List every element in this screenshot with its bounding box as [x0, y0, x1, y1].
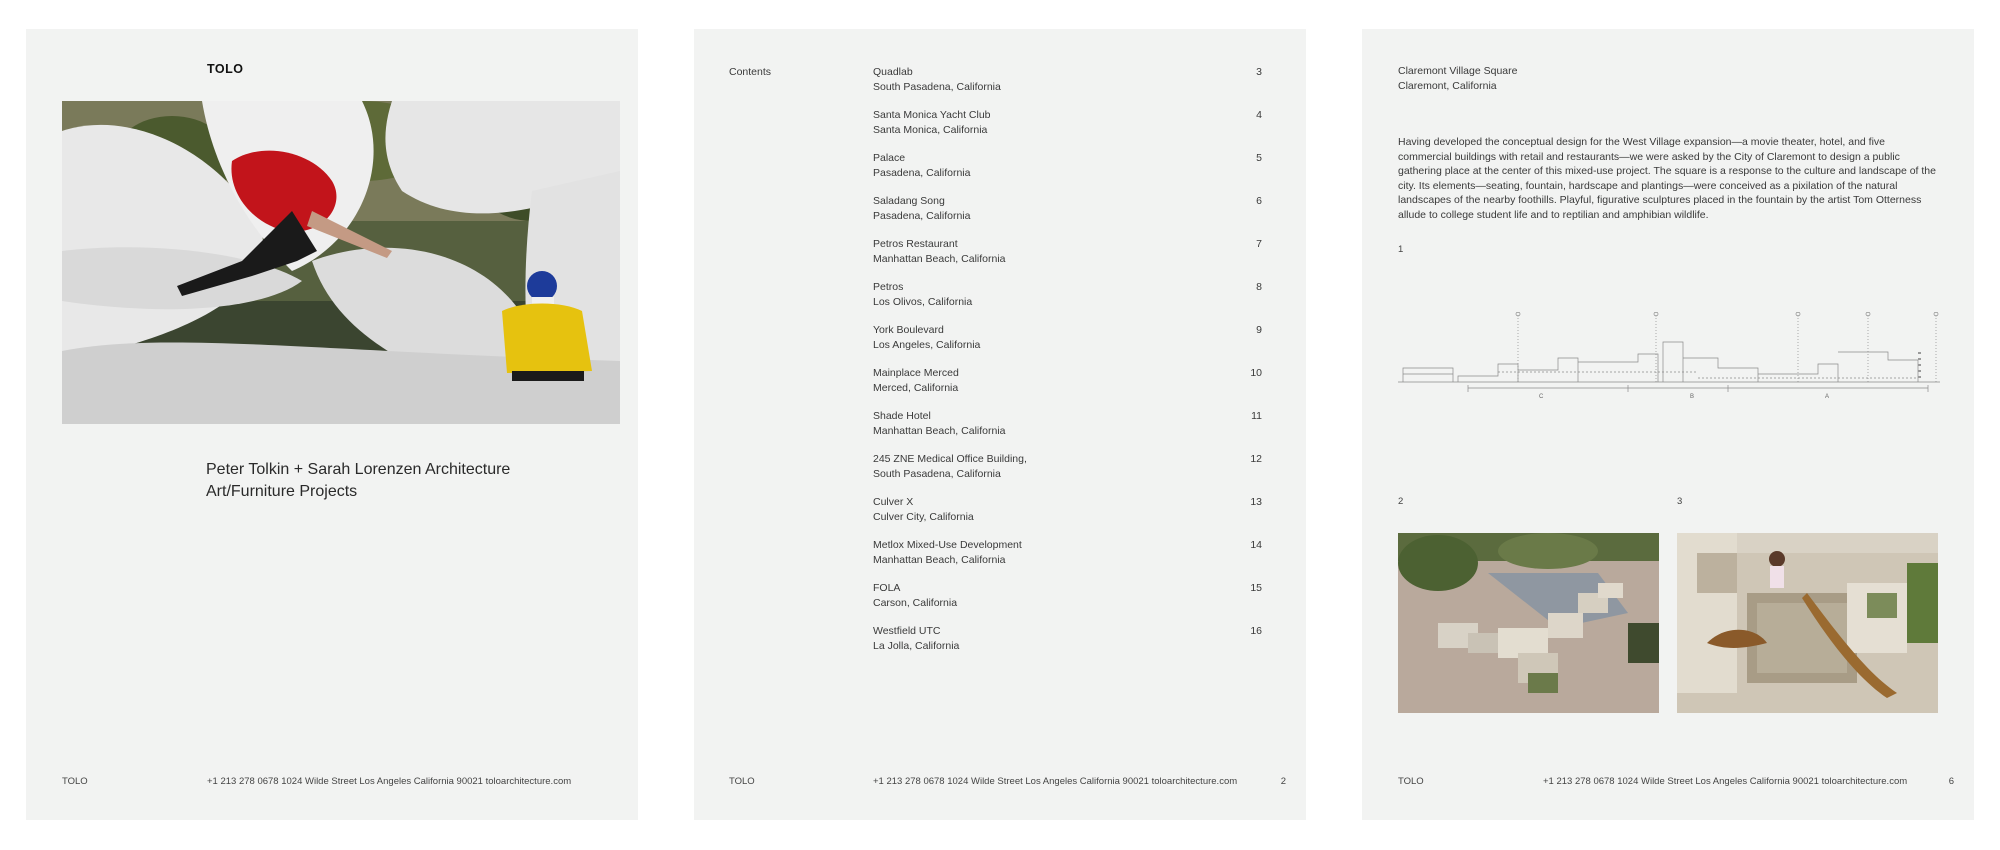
footer-page-number: 2 [1280, 776, 1286, 787]
footer-contact: +1 213 278 0678 1024 Wilde Street Los Angeles California 90021 toloarchitecture.com [873, 776, 1238, 787]
table-of-contents [873, 65, 1262, 667]
footer-page-number: 6 [1948, 776, 1954, 787]
toc-item-title: Petros Restaurant [873, 238, 958, 250]
footer-brand: TOLO [1398, 776, 1424, 787]
toc-item-location: Pasadena, California [873, 166, 971, 179]
toc-item-page: 10 [1250, 367, 1262, 379]
footer-brand: TOLO [62, 776, 88, 787]
toc-item-title: Culver X [873, 496, 914, 508]
toc-item-location: Santa Monica, California [873, 123, 988, 136]
project-title: Claremont Village Square [1398, 65, 1518, 77]
toc-item[interactable] [873, 495, 1262, 538]
toc-item-page: 4 [1256, 109, 1262, 121]
page-cover [26, 29, 638, 820]
page-project [1362, 29, 1974, 820]
toc-item-page: 15 [1250, 582, 1262, 594]
toc-item-title: FOLA [873, 582, 901, 594]
toc-item-location: Manhattan Beach, California [873, 424, 1006, 437]
toc-item[interactable] [873, 65, 1262, 108]
toc-item-page: 11 [1251, 410, 1262, 422]
toc-item-title: 245 ZNE Medical Office Building, [873, 453, 1027, 465]
toc-item[interactable] [873, 280, 1262, 323]
toc-item-location: South Pasadena, California [873, 467, 1001, 480]
toc-item-page: 9 [1256, 324, 1262, 336]
toc-item-location: Pasadena, California [873, 209, 971, 222]
toc-item-title: York Boulevard [873, 324, 944, 336]
toc-item-location: South Pasadena, California [873, 80, 1001, 93]
toc-item-title: Shade Hotel [873, 410, 931, 422]
toc-item-page: 3 [1256, 66, 1262, 78]
section-drawing [1398, 312, 1940, 422]
project-heading [1398, 64, 1517, 93]
toc-item-title: Petros [873, 281, 904, 293]
toc-item-location: Merced, California [873, 381, 959, 394]
toc-item-page: 8 [1256, 281, 1262, 293]
toc-item-title: Mainplace Merced [873, 367, 959, 379]
toc-item[interactable] [873, 323, 1262, 366]
section-label-b: B [1690, 394, 1695, 400]
toc-item[interactable] [873, 452, 1262, 495]
toc-item[interactable] [873, 151, 1262, 194]
toc-item-title: Westfield UTC [873, 625, 941, 637]
footer-contact: +1 213 278 0678 1024 Wilde Street Los Angeles California 90021 toloarchitecture.com [1543, 776, 1908, 787]
toc-item-page: 7 [1256, 238, 1262, 250]
project-location: Claremont, California [1398, 79, 1497, 92]
cover-title-line2: Art/Furniture Projects [206, 483, 358, 500]
toc-item[interactable] [873, 581, 1262, 624]
section-label-c: C [1539, 394, 1544, 400]
footer-brand: TOLO [729, 776, 755, 787]
figure-number: 1 [1398, 244, 1404, 255]
toc-item[interactable] [873, 409, 1262, 452]
toc-item[interactable] [873, 237, 1262, 280]
toc-item[interactable] [873, 194, 1262, 237]
cover-title-line1: Peter Tolkin + Sarah Lorenzen Architecture [206, 461, 511, 478]
toc-item-page: 6 [1256, 195, 1262, 207]
aerial-plaza-photo [1398, 533, 1659, 713]
inflatable-sculpture-photo [62, 101, 620, 424]
toc-item-title: Quadlab [873, 66, 913, 78]
site-section-svg [1398, 312, 1940, 422]
fountain-photo-svg [1677, 533, 1938, 713]
toc-item-location: Manhattan Beach, California [873, 252, 1006, 265]
plaza-photo-svg [1398, 533, 1659, 713]
logo: TOLO [207, 62, 244, 76]
toc-item[interactable] [873, 366, 1262, 409]
toc-item-page: 5 [1256, 152, 1262, 164]
cover-title [206, 459, 510, 503]
toc-item-page: 12 [1250, 453, 1262, 465]
toc-item[interactable] [873, 538, 1262, 581]
fountain-sculpture-photo [1677, 533, 1938, 713]
toc-item-location: Carson, California [873, 596, 958, 609]
hero-photo [62, 101, 620, 424]
toc-item-title: Metlox Mixed-Use Development [873, 539, 1022, 551]
toc-item-location: Culver City, California [873, 510, 974, 523]
contents-label: Contents [729, 66, 772, 78]
toc-item-page: 14 [1250, 539, 1262, 551]
toc-item-location: Los Olivos, California [873, 295, 973, 308]
figure-number: 3 [1677, 496, 1683, 507]
toc-item-title: Palace [873, 152, 906, 164]
toc-item-title: Saladang Song [873, 195, 945, 207]
toc-item-location: La Jolla, California [873, 639, 960, 652]
toc-item-page: 16 [1250, 625, 1262, 637]
project-description: Having developed the conceptual design for the West Village expansion—a movie theater, hotel, and five commercial buildings with retail and restaurants—we were asked by the City of Claremont to design a public gathering place at the center of this mixed-use project. The square is a response to the culture and landscape of the city. Its elements—seating, fountain, hardscape and plantings—were conceived as a pixilation of the natural landscapes of the nearby foothills. Playful, figurative sculptures placed in the fountain by the artist Tom Otterness allude to college student life and to reptilian and amphibian wildlife. [1398, 136, 1936, 221]
toc-item-title: Santa Monica Yacht Club [873, 109, 991, 121]
toc-item-page: 13 [1250, 496, 1262, 508]
toc-item[interactable] [873, 108, 1262, 151]
toc-item[interactable] [873, 624, 1262, 667]
figure-number: 2 [1398, 496, 1404, 507]
toc-item-location: Los Angeles, California [873, 338, 981, 351]
page-contents [694, 29, 1306, 820]
section-label-a: A [1825, 394, 1830, 400]
footer-contact: +1 213 278 0678 1024 Wilde Street Los Angeles California 90021 toloarchitecture.com [207, 776, 572, 787]
toc-item-location: Manhattan Beach, California [873, 553, 1006, 566]
